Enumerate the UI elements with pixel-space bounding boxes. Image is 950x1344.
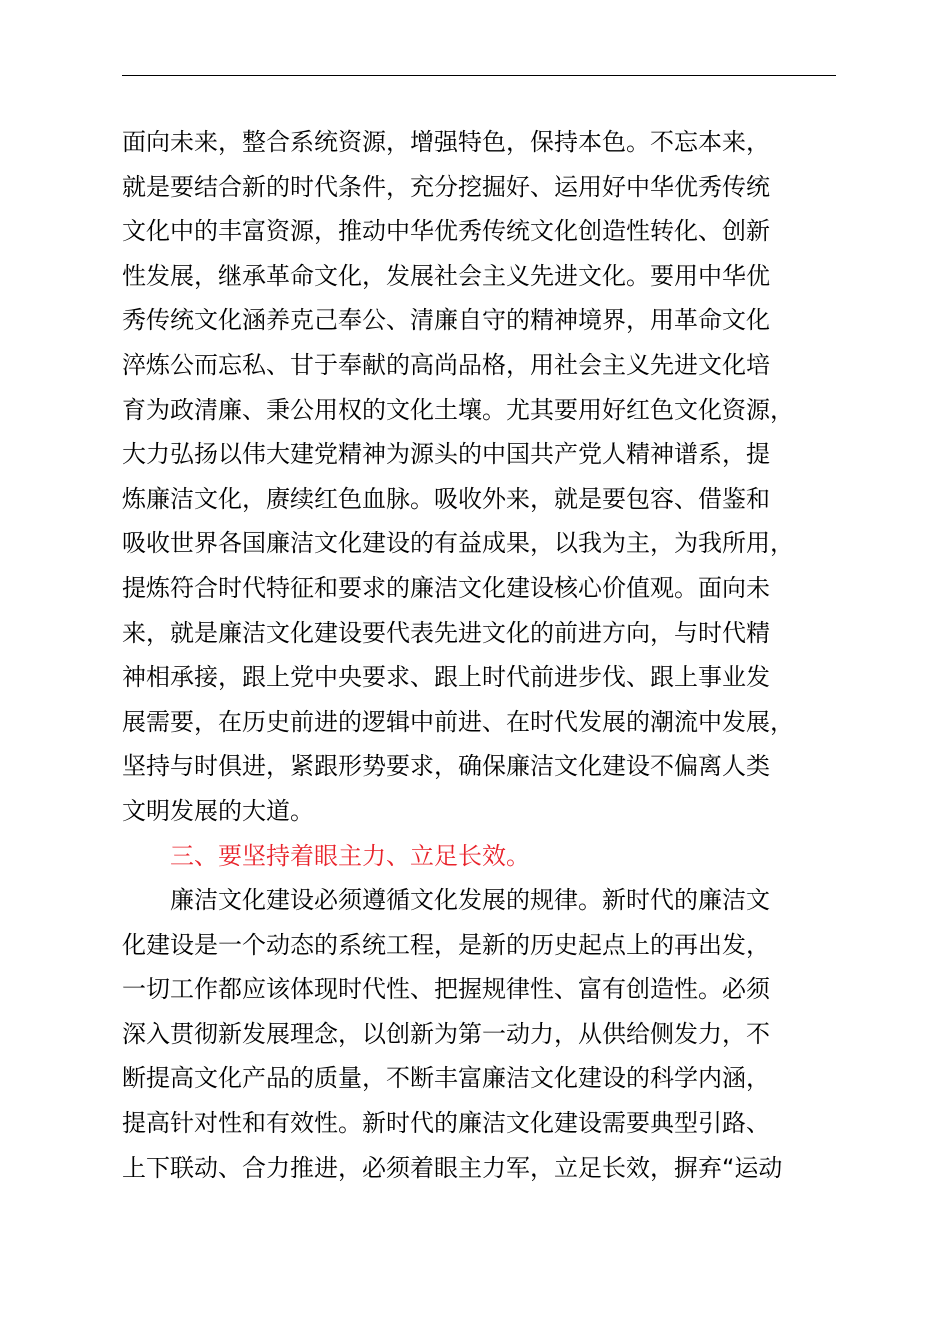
text-line: 秀传统文化涵养克己奉公、清廉自守的精神境界，用革命文化 [122, 306, 770, 335]
header-rule [122, 75, 836, 76]
text-line: 大力弘扬以伟大建党精神为源头的中国共产党人精神谱系，提 [122, 440, 770, 469]
text-line: 一切工作都应该体现时代性、把握规律性、富有创造性。必须 [122, 975, 770, 1004]
text-line: 化建设是一个动态的系统工程，是新的历史起点上的再出发， [122, 930, 770, 959]
text-line: 展需要，在历史前进的逻辑中前进、在时代发展的潮流中发展， [122, 707, 794, 736]
document-body [122, 120, 862, 1190]
text-line: 文明发展的大道。 [122, 796, 314, 825]
text-line: 育为政清廉、秉公用权的文化土壤。尤其要用好红色文化资源， [122, 395, 794, 424]
text-line: 廉洁文化建设必须遵循文化发展的规律。新时代的廉洁文 [170, 886, 770, 915]
text-line: 面向未来，整合系统资源，增强特色，保持本色。不忘本来， [122, 128, 770, 156]
text-line: 提炼符合时代特征和要求的廉洁文化建设核心价值观。面向未 [122, 573, 770, 602]
section-heading: 三、要坚持着眼主力、立足长效。 [170, 841, 530, 870]
text-line: 上下联动、合力推进，必须着眼主力军，立足长效，摒弃“运动 [122, 1153, 783, 1182]
text-line: 炼廉洁文化，赓续红色血脉。吸收外来，就是要包容、借鉴和 [122, 484, 770, 513]
paragraph-1 [122, 120, 862, 834]
text-line: 性发展，继承革命文化，发展社会主义先进文化。要用中华优 [122, 261, 770, 290]
text-line: 断提高文化产品的质量，不断丰富廉洁文化建设的科学内涵， [122, 1064, 770, 1093]
paragraph-2 [122, 878, 862, 1190]
text-line: 神相承接，跟上党中央要求、跟上时代前进步伐、跟上事业发 [122, 663, 770, 692]
text-line: 来，就是廉洁文化建设要代表先进文化的前进方向，与时代精 [122, 618, 770, 647]
text-line: 提高针对性和有效性。新时代的廉洁文化建设需要典型引路、 [122, 1109, 770, 1138]
text-line: 坚持与时俱进，紧跟形势要求，确保廉洁文化建设不偏离人类 [122, 752, 770, 781]
text-line: 淬炼公而忘私、甘于奉献的高尚品格，用社会主义先进文化培 [122, 350, 770, 379]
text-line: 就是要结合新的时代条件，充分挖掘好、运用好中华优秀传统 [122, 172, 770, 201]
text-line: 深入贯彻新发展理念，以创新为第一动力，从供给侧发力，不 [122, 1019, 770, 1048]
text-line: 吸收世界各国廉洁文化建设的有益成果，以我为主，为我所用， [122, 529, 794, 558]
text-line: 文化中的丰富资源，推动中华优秀传统文化创造性转化、创新 [122, 217, 770, 246]
